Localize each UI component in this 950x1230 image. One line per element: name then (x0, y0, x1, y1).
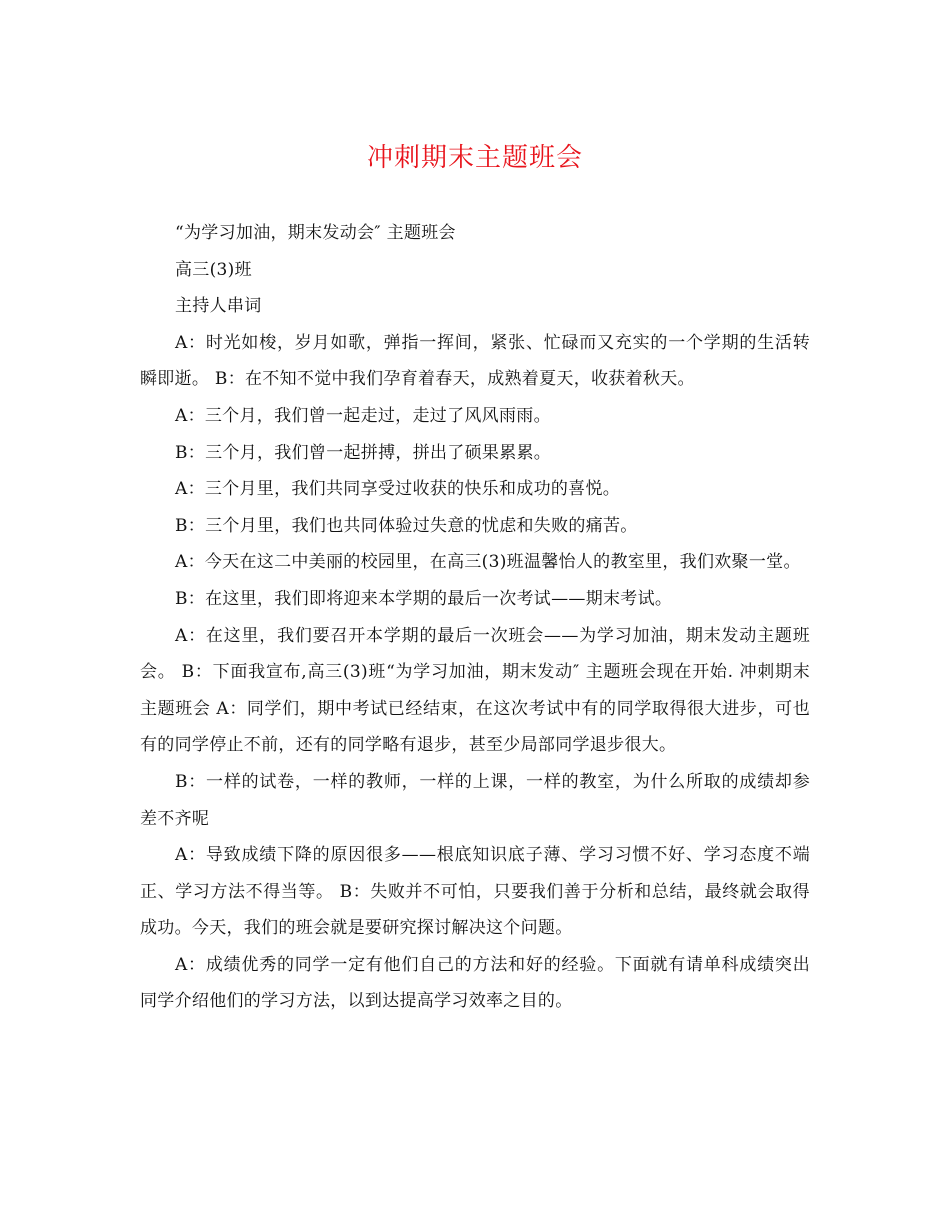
page-title: 冲刺期末主题班会 (366, 143, 583, 173)
paragraph-host-script-heading: 主持人串词 (175, 296, 262, 317)
paragraph: A：成绩优秀的同学一定有他们自己的方法和好的经验。下面就有请单科成绩突出同学介绍他们的学习方法，以到达提高学习效率之目的。 (140, 954, 810, 1012)
paragraph: A：在这里，我们要召开本学期的最后一次班会——为学习加油，期末发动主题班会。 B：下面我宣布,高三(3)班“为学习加油，期末发动″ 主题班会现在开始. 冲刺期末主题班会 A：同学们，期中考试已经结束，在这次考试中有的同学取得很大进步，可也有的同学停止不前，还有的同学略有退步，甚至少局部同学退步很大。 (140, 625, 810, 756)
paragraph-subtitle: “为学习加油，期末发动会″ 主题班会 (175, 223, 456, 243)
paragraph: A：三个月，我们曾一起走过，走过了风风雨雨。 (175, 405, 551, 426)
paragraph-class: 高三(3)班 (175, 259, 252, 280)
paragraph: B：在这里，我们即将迎来本学期的最后一次考试——期末考试。 (175, 588, 673, 609)
paragraph: A：三个月里，我们共同享受过收获的快乐和成功的喜悦。 (175, 479, 621, 500)
paragraph: A：导致成绩下降的原因很多——根底知识底子薄、学习习惯不好、学习态度不端正、学习方法不得当等。 B：失败并不可怕，只要我们善于分析和总结，最终就会取得成功。今天，我们的班会就是要研究探讨解决这个问题。 (140, 845, 810, 939)
paragraph: B：三个月里，我们也共同体验过失意的忧虑和失败的痛苦。 (175, 515, 638, 536)
paragraph: A：时光如梭，岁月如歌，弹指一挥间，紧张、忙碌而又充实的一个学期的生活转瞬即逝。 B：在不知不觉中我们孕育着春天，成熟着夏天，收获着秋天。 (140, 332, 810, 390)
document-body (140, 215, 810, 1020)
paragraph: B：一样的试卷，一样的教师，一样的上课，一样的教室，为什么所取的成绩却参差不齐呢 (140, 771, 810, 829)
paragraph: A：今天在这二中美丽的校园里，在高三(3)班温馨怡人的教室里，我们欢聚一堂。 (175, 552, 801, 573)
paragraph: B：三个月，我们曾一起拼搏，拼出了硕果累累。 (175, 442, 552, 463)
